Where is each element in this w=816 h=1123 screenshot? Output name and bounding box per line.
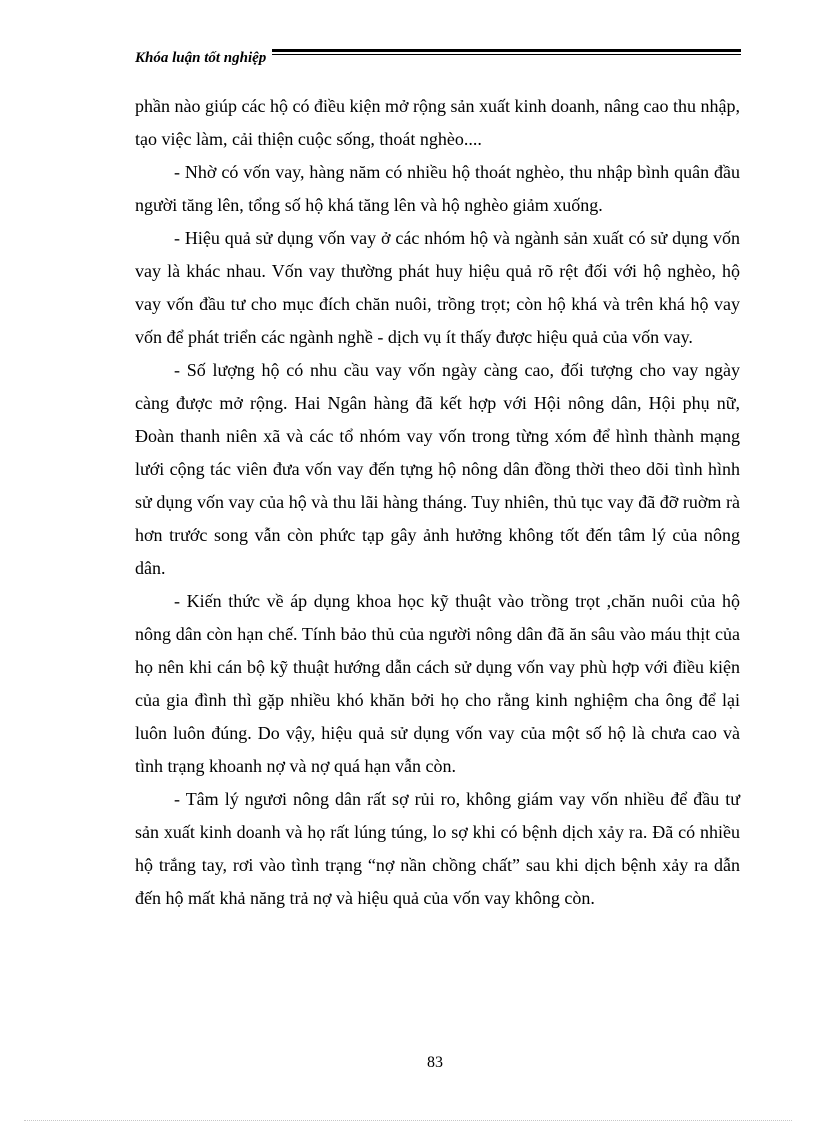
paragraph-poverty-reduction: - Nhờ có vốn vay, hàng năm có nhiều hộ thoát nghèo, thu nhập bình quân đầu người tăng lên, tổng số hộ khá tăng lên và hộ nghèo giảm xuống.	[135, 162, 740, 215]
paragraph-loan-efficiency: - Hiệu quả sử dụng vốn vay ở các nhóm hộ và ngành sản xuất có sử dụng vốn vay là khác nhau. Vốn vay thường phát huy hiệu quả rõ rệt đối với hộ nghèo, hộ vay vốn đầu tư cho mục đích chăn nuôi, trồng trọt; còn hộ khá và trên khá hộ vay vốn để phát triển các ngành nghề - dịch vụ ít thấy được hiệu quả của vốn vay.	[135, 228, 740, 347]
header-title: Khóa luận tốt nghiệp	[135, 49, 272, 67]
paragraph-risk-psychology: - Tâm lý ngươi nông dân rất sợ rủi ro, không giám vay vốn nhiều để đầu tư sản xuất kinh doanh và họ rất lúng túng, lo sợ khi có bệnh dịch xảy ra. Đã có nhiều hộ trắng tay, rơi vào tình trạng “nợ nần chồng chất” sau khi dịch bệnh xảy ra dẫn đến hộ mất khả năng trả nợ và hiệu quả của vốn vay không còn.	[135, 789, 740, 908]
paragraph-technical-knowledge: - Kiến thức về áp dụng khoa học kỹ thuật vào trồng trọt ,chăn nuôi của hộ nông dân còn hạn chế. Tính bảo thủ của người nông dân đã ăn sâu vào máu thịt của họ nên khi cán bộ kỹ thuật hướng dẫn cách sử dụng vốn vay phù hợp với điều kiện của gia đình thì gặp nhiều khó khăn bởi họ cho rằng kinh nghiệm cha ông để lại luôn luôn đúng. Do vậy, hiệu quả sử dụng vốn vay của một số hộ là chưa cao và tình trạng khoanh nợ và nợ quá hạn vẫn còn.	[135, 591, 740, 776]
paragraph-loan-demand: - Số lượng hộ có nhu cầu vay vốn ngày càng cao, đối tượng cho vay ngày càng được mở rộng. Hai Ngân hàng đã kết hợp với Hội nông dân, Hội phụ nữ, Đoàn thanh niên xã và các tổ nhóm vay vốn trong từng xóm để hình thành mạng lưới cộng tác viên đưa vốn vay đến tựng hộ nông dân đồng thời theo dõi tình hình sử dụng vốn vay của hộ và thu lãi hàng tháng. Tuy nhiên, thủ tục vay đã đỡ ruờm rà hơn trước song vẫn còn phức tạp gây ảnh hưởng không tốt đến tâm lý của nông dân.	[135, 360, 740, 578]
document-body	[135, 90, 740, 915]
page-number: 83	[427, 1054, 443, 1071]
page-header	[135, 49, 741, 71]
paragraph-continuation: phần nào giúp các hộ có điều kiện mở rộng sản xuất kinh doanh, nâng cao thu nhập, tạo việc làm, cải thiện cuộc sống, thoát nghèo....	[135, 96, 740, 149]
page-bottom-divider	[24, 1120, 792, 1121]
